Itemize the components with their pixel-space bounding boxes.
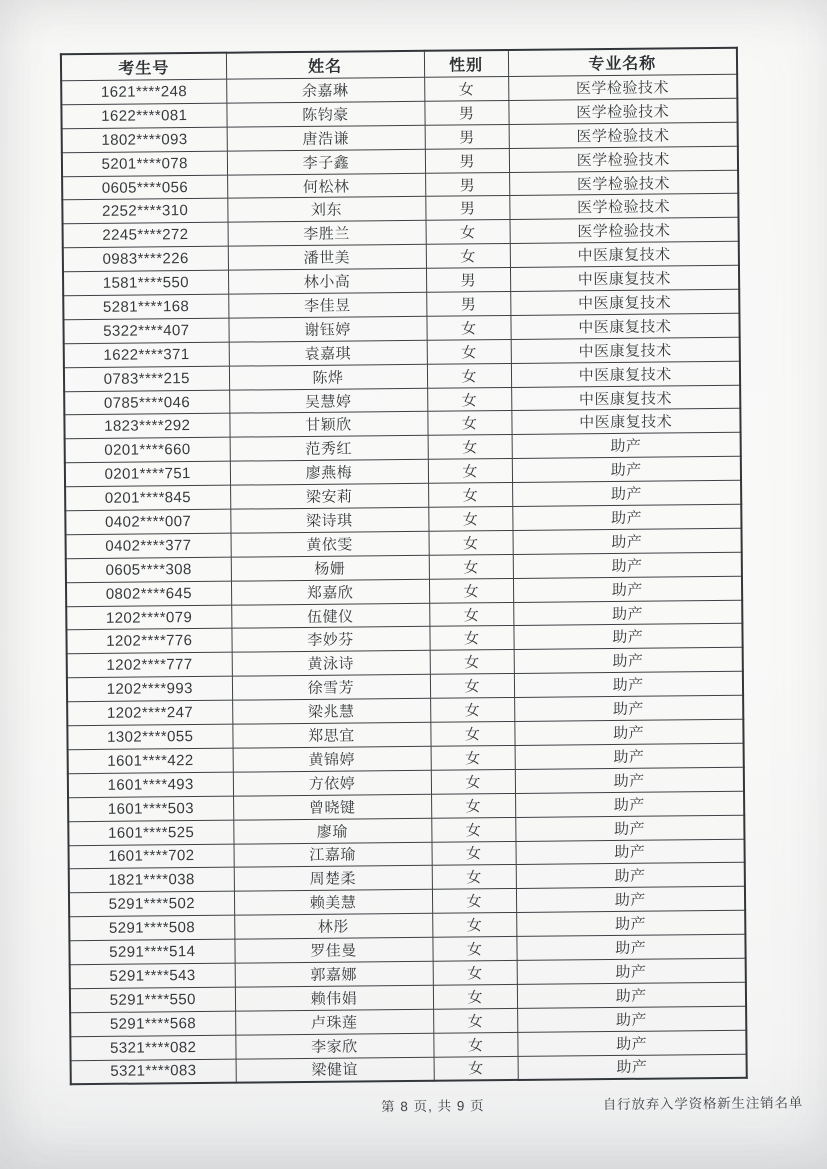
gender-cell: 女: [426, 244, 510, 269]
major-cell: 助产: [517, 1006, 746, 1032]
candidate-number-cell: 1621****248: [61, 79, 226, 104]
name-cell: 周楚柔: [234, 866, 432, 892]
gender-cell: 女: [434, 1056, 518, 1081]
gender-cell: 女: [431, 769, 515, 794]
candidate-number-cell: 0785****046: [64, 390, 229, 415]
name-cell: 曾晓键: [233, 794, 431, 820]
candidate-number-cell: 5291****543: [70, 963, 235, 988]
name-cell: 潘世美: [228, 245, 426, 271]
gender-cell: 女: [428, 435, 512, 460]
major-cell: 中医康复技术: [511, 409, 740, 435]
major-cell: 医学检验技术: [509, 146, 738, 172]
major-cell: 助产: [513, 576, 742, 602]
name-cell: 陈钧豪: [226, 101, 424, 127]
name-cell: 刘东: [227, 197, 425, 223]
major-cell: 助产: [515, 839, 744, 865]
candidate-number-cell: 1601****422: [68, 748, 233, 773]
major-cell: 助产: [515, 767, 744, 793]
name-cell: 谢钰婷: [228, 316, 426, 342]
candidate-number-cell: 0402****377: [66, 533, 231, 558]
major-cell: 助产: [514, 648, 743, 674]
student-roster-table: [60, 47, 748, 1086]
major-cell: 助产: [517, 958, 746, 984]
gender-cell: 女: [431, 841, 515, 866]
major-cell: 助产: [516, 910, 745, 936]
gender-cell: 女: [430, 698, 514, 723]
name-cell: 余嘉琳: [226, 77, 424, 103]
gender-cell: 女: [430, 722, 514, 747]
major-cell: 助产: [517, 982, 746, 1008]
name-cell: 梁安莉: [230, 483, 428, 509]
name-cell: 李胜兰: [228, 221, 426, 247]
candidate-number-cell: 1581****550: [63, 270, 228, 295]
major-cell: 医学检验技术: [510, 218, 739, 244]
name-cell: 梁健谊: [236, 1057, 434, 1083]
gender-cell: 女: [430, 674, 514, 699]
header-gender: 性别: [424, 50, 508, 77]
major-cell: 助产: [514, 695, 743, 721]
header-candidate-number: 考生号: [61, 53, 226, 81]
candidate-number-cell: 0201****660: [65, 438, 230, 463]
name-cell: 黄依雯: [231, 531, 429, 557]
name-cell: 廖燕梅: [230, 460, 428, 486]
name-cell: 林彤: [234, 913, 432, 939]
major-cell: 中医康复技术: [510, 289, 739, 315]
page-indicator: 第 8 页, 共 9 页: [380, 1098, 485, 1115]
name-cell: 郭嘉娜: [235, 961, 433, 987]
gender-cell: 男: [426, 268, 510, 293]
candidate-number-cell: 5291****514: [69, 939, 234, 964]
major-cell: 医学检验技术: [508, 74, 737, 100]
gender-cell: 女: [433, 984, 517, 1009]
name-cell: 黄泳诗: [232, 651, 430, 677]
name-cell: 袁嘉琪: [229, 340, 427, 366]
name-cell: 林小高: [228, 268, 426, 294]
candidate-number-cell: 2252****310: [62, 199, 227, 224]
major-cell: 助产: [513, 528, 742, 554]
name-cell: 江嘉瑜: [233, 842, 431, 868]
gender-cell: 男: [425, 148, 509, 173]
major-cell: 助产: [516, 934, 745, 960]
gender-cell: 女: [431, 745, 515, 770]
gender-cell: 女: [432, 937, 516, 962]
name-cell: 李家欣: [235, 1033, 433, 1059]
major-cell: 中医康复技术: [511, 337, 740, 363]
major-cell: 助产: [517, 1030, 746, 1056]
candidate-number-cell: 1601****493: [68, 772, 233, 797]
major-cell: 中医康复技术: [510, 265, 739, 291]
gender-cell: 女: [433, 960, 517, 985]
gender-cell: 女: [426, 315, 510, 340]
gender-cell: 女: [427, 411, 511, 436]
major-cell: 助产: [514, 719, 743, 745]
candidate-number-cell: 5321****083: [71, 1059, 236, 1085]
candidate-number-cell: 1823****292: [64, 414, 229, 439]
gender-cell: 女: [432, 889, 516, 914]
candidate-number-cell: 5291****568: [70, 1011, 235, 1036]
gender-cell: 女: [429, 578, 513, 603]
candidate-number-cell: 5291****502: [69, 891, 234, 916]
candidate-number-cell: 0201****751: [65, 461, 230, 486]
gender-cell: 男: [425, 172, 509, 197]
table-row: [71, 1054, 747, 1085]
name-cell: 卢珠莲: [235, 1009, 433, 1035]
page-footer: [65, 1092, 804, 1119]
major-cell: 助产: [513, 624, 742, 650]
candidate-number-cell: 0605****056: [62, 175, 227, 200]
name-cell: 李子鑫: [227, 149, 425, 175]
name-cell: 郑嘉欣: [231, 579, 429, 605]
gender-cell: 女: [428, 506, 512, 531]
gender-cell: 女: [432, 913, 516, 938]
document-title: 自行放弃入学资格新生注销名单: [602, 1095, 804, 1113]
name-cell: 赖美慧: [234, 890, 432, 916]
name-cell: 赖伟娟: [235, 985, 433, 1011]
name-cell: 罗佳曼: [234, 937, 432, 963]
major-cell: 助产: [512, 504, 741, 530]
gender-cell: 女: [426, 220, 510, 245]
name-cell: 廖瑜: [233, 818, 431, 844]
candidate-number-cell: 5291****550: [70, 987, 235, 1012]
candidate-number-cell: 1821****038: [69, 868, 234, 893]
gender-cell: 女: [431, 817, 515, 842]
name-cell: 甘颖欣: [229, 412, 427, 438]
major-cell: 医学检验技术: [509, 170, 738, 196]
candidate-number-cell: 1601****702: [69, 844, 234, 869]
gender-cell: 女: [429, 530, 513, 555]
name-cell: 郑思宜: [232, 722, 430, 748]
candidate-number-cell: 1622****081: [61, 103, 226, 128]
name-cell: 李妙芬: [231, 627, 429, 653]
candidate-number-cell: 0402****007: [65, 509, 230, 534]
name-cell: 梁兆慧: [232, 698, 430, 724]
candidate-number-cell: 1202****776: [66, 629, 231, 654]
major-cell: 助产: [518, 1054, 747, 1081]
candidate-number-cell: 5291****508: [69, 915, 234, 940]
major-cell: 助产: [515, 743, 744, 769]
gender-cell: 女: [429, 554, 513, 579]
header-name: 姓名: [226, 51, 424, 79]
name-cell: 伍健仪: [231, 603, 429, 629]
candidate-number-cell: 0783****215: [64, 366, 229, 391]
major-cell: 助产: [516, 887, 745, 913]
candidate-number-cell: 0201****845: [65, 485, 230, 510]
major-cell: 医学检验技术: [509, 194, 738, 220]
name-cell: 黄锦婷: [233, 746, 431, 772]
gender-cell: 男: [426, 291, 510, 316]
candidate-number-cell: 1202****993: [67, 676, 232, 701]
candidate-number-cell: 5281****168: [63, 294, 228, 319]
gender-cell: 女: [428, 459, 512, 484]
name-cell: 方依婷: [233, 770, 431, 796]
gender-cell: 女: [424, 76, 508, 101]
gender-cell: 男: [425, 124, 509, 149]
major-cell: 中医康复技术: [511, 385, 740, 411]
name-cell: 李佳昱: [228, 292, 426, 318]
candidate-number-cell: 0802****645: [66, 581, 231, 606]
gender-cell: 女: [427, 339, 511, 364]
table-body: [61, 74, 747, 1084]
name-cell: 唐浩谦: [227, 125, 425, 151]
gender-cell: 女: [431, 793, 515, 818]
name-cell: 徐雪芳: [232, 675, 430, 701]
major-cell: 医学检验技术: [508, 98, 737, 124]
candidate-number-cell: 2245****272: [63, 223, 228, 248]
candidate-number-cell: 1202****247: [67, 700, 232, 725]
candidate-number-cell: 1601****503: [68, 796, 233, 821]
major-cell: 助产: [513, 552, 742, 578]
gender-cell: 女: [429, 626, 513, 651]
major-cell: 助产: [512, 457, 741, 483]
major-cell: 中医康复技术: [511, 361, 740, 387]
major-cell: 助产: [512, 480, 741, 506]
candidate-number-cell: 1622****371: [64, 342, 229, 367]
name-cell: 范秀红: [230, 436, 428, 462]
gender-cell: 男: [424, 100, 508, 125]
major-cell: 助产: [516, 863, 745, 889]
gender-cell: 女: [428, 483, 512, 508]
major-cell: 助产: [515, 815, 744, 841]
name-cell: 梁诗琪: [230, 507, 428, 533]
candidate-number-cell: 0983****226: [63, 246, 228, 271]
major-cell: 助产: [512, 433, 741, 459]
candidate-number-cell: 5321****082: [70, 1035, 235, 1060]
major-cell: 中医康复技术: [510, 313, 739, 339]
major-cell: 助产: [515, 791, 744, 817]
major-cell: 医学检验技术: [509, 122, 738, 148]
gender-cell: 女: [429, 602, 513, 627]
gender-cell: 女: [433, 1032, 517, 1057]
candidate-number-cell: 1202****079: [66, 605, 231, 630]
major-cell: 助产: [514, 672, 743, 698]
candidate-number-cell: 0605****308: [66, 557, 231, 582]
candidate-number-cell: 1302****055: [67, 724, 232, 749]
candidate-number-cell: 5322****407: [63, 318, 228, 343]
gender-cell: 男: [425, 196, 509, 221]
page-content: [55, 47, 804, 1119]
gender-cell: 女: [427, 363, 511, 388]
candidate-number-cell: 1601****525: [68, 820, 233, 845]
gender-cell: 女: [433, 1008, 517, 1033]
candidate-number-cell: 1202****777: [67, 653, 232, 678]
name-cell: 陈烨: [229, 364, 427, 390]
name-cell: 何松林: [227, 173, 425, 199]
header-major: 专业名称: [508, 48, 737, 77]
name-cell: 吴慧婷: [229, 388, 427, 414]
candidate-number-cell: 1802****093: [62, 127, 227, 152]
gender-cell: 女: [430, 650, 514, 675]
major-cell: 助产: [513, 600, 742, 626]
gender-cell: 女: [427, 387, 511, 412]
gender-cell: 女: [432, 865, 516, 890]
candidate-number-cell: 5201****078: [62, 151, 227, 176]
major-cell: 中医康复技术: [510, 242, 739, 268]
name-cell: 杨姗: [231, 555, 429, 581]
